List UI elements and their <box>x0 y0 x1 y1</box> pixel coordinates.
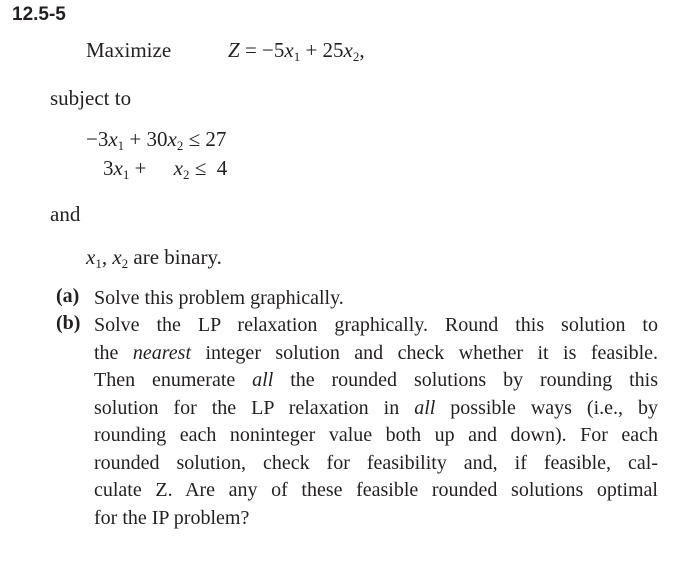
constraint-2-var2: x <box>173 156 183 180</box>
constraint-1-sub1: 1 <box>117 138 125 153</box>
binary-sub2: 2 <box>121 256 129 271</box>
part-b-line-4-pre: solution for the LP relaxation in <box>94 396 415 419</box>
objective-var1: x <box>284 38 294 62</box>
constraint-2-plus: + <box>129 156 152 180</box>
part-b-line-4-post: possible ways (i.e., by <box>435 396 658 419</box>
subject-to-label: subject to <box>50 86 132 110</box>
part-b-line-7: culate Z. Are any of these feasible rounded solutions optimal <box>94 479 658 501</box>
binary-text: are binary. <box>128 245 222 269</box>
constraint-1-var2: x <box>167 127 177 151</box>
part-a-text: Solve this problem graphically. <box>94 287 344 309</box>
constraint-1-rhs: ≤ 27 <box>183 127 227 151</box>
part-b-text <box>94 312 658 532</box>
and-label: and <box>50 202 81 226</box>
part-b-line-2-post: integer solution and check whether it is feasible. <box>191 341 659 364</box>
binary-var1: x <box>86 245 96 269</box>
part-b-line-1: Solve the LP relaxation graphically. Round this solution to <box>94 314 658 336</box>
part-b-line-6: rounded solution, check for feasibility and, if feasible, cal- <box>94 451 658 474</box>
objective-z: Z <box>228 38 240 62</box>
maximize-label: Maximize <box>86 38 172 62</box>
part-b-emphasis-nearest: nearest <box>132 341 192 364</box>
objective-sub1: 1 <box>293 49 301 64</box>
constraint-2-coef1: 3 <box>103 156 114 180</box>
constraint-2 <box>103 156 227 181</box>
objective-plus: + 25 <box>300 38 344 62</box>
part-b-line-3 <box>94 367 658 395</box>
part-a-label: (a) <box>56 285 80 307</box>
part-b-line-5: rounding each noninteger value both up and down). For each <box>94 424 658 446</box>
binary-sub1: 1 <box>95 256 102 271</box>
objective-function <box>228 38 365 63</box>
part-b-line-3-pre: Then enumerate <box>94 369 253 391</box>
binary-statement <box>86 245 222 270</box>
part-b-line-2-pre: the <box>94 341 133 364</box>
part-b-line-8: for the IP problem? <box>94 506 250 529</box>
objective-var2: x <box>343 38 353 62</box>
constraint-2-sub2: 2 <box>183 167 190 182</box>
binary-var2: x <box>112 245 122 269</box>
constraint-1-coef1: −3 <box>86 127 109 151</box>
part-b-emphasis-all-2: all <box>414 396 436 419</box>
part-b-line-3-post: the rounded solutions by rounding this <box>273 369 658 391</box>
objective-eq: = −5 <box>239 38 285 62</box>
constraint-2-rhs: ≤ 4 <box>189 156 228 180</box>
constraint-2-var1: x <box>113 156 123 180</box>
part-b-line-4 <box>94 395 658 423</box>
constraint-1-var1: x <box>108 127 118 151</box>
constraint-1 <box>86 127 226 152</box>
problem-number: 12.5-5 <box>12 4 66 25</box>
part-b-label: (b) <box>56 312 81 334</box>
objective-sub2: 2 <box>352 49 360 64</box>
constraint-1-sub2: 2 <box>176 138 184 153</box>
part-b-line-2 <box>94 340 658 368</box>
constraint-1-coef2: + 30 <box>124 127 168 151</box>
binary-sep: , <box>101 245 113 269</box>
constraint-2-sub1: 1 <box>122 167 130 182</box>
part-b-emphasis-all-1: all <box>252 369 274 391</box>
objective-end: , <box>359 38 365 62</box>
